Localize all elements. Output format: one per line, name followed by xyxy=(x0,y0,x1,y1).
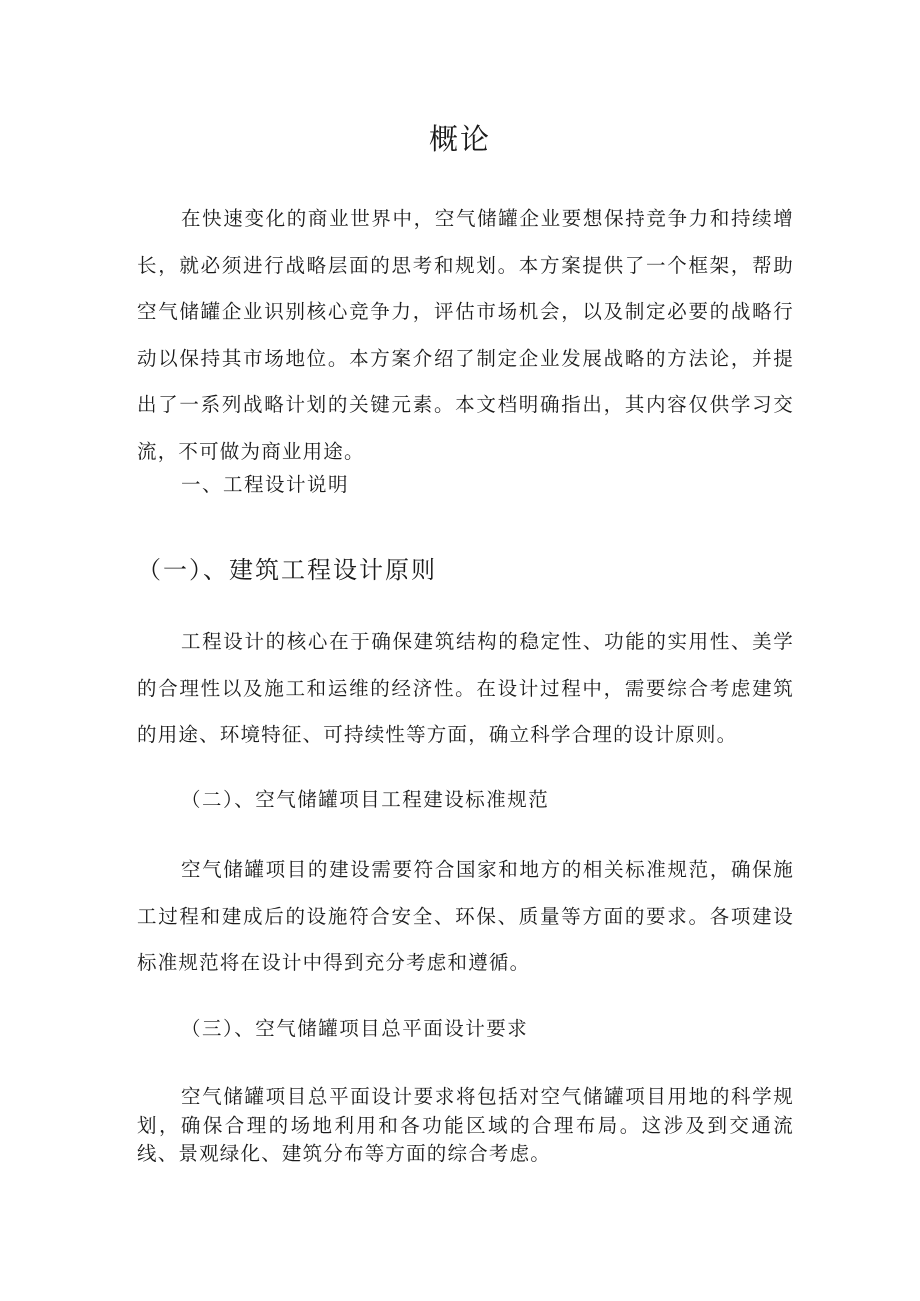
subsection-heading-1: （一）、建筑工程设计原则 xyxy=(137,556,437,584)
subsection-body-1: 工程设计的核心在于确保建筑结构的稳定性、功能的实用性、美学的合理性以及施工和运维的经济性。在设计过程中，需要综合考虑建筑的用途、环境特征、可持续性等方面，确立科学合理的设计原则。 xyxy=(137,630,794,747)
subsection-body-2: 空气储罐项目的建设需要符合国家和地方的相关标准规范，确保施工过程和建成后的设施符合安全、环保、质量等方面的要求。各项建设标准规范将在设计中得到充分考虑和遵循。 xyxy=(137,858,794,975)
intro-paragraph: 在快速变化的商业世界中，空气储罐企业要想保持竞争力和持续增长，就必须进行战略层面的思考和规划。本方案提供了一个框架，帮助空气储罐企业识别核心竞争力，评估市场机会，以及制定必要的战略行动以保持其市场地位。本方案介绍了制定企业发展战略的方法论，并提出了一系列战略计划的关键元素。本文档明确指出，其内容仅供学习交流，不可做为商业用途。 xyxy=(137,207,794,463)
page-title: 概论 xyxy=(428,122,491,156)
subsection-body-3: 空气储罐项目总平面设计要求将包括对空气储罐项目用地的科学规划，确保合理的场地利用和各功能区域的合理布局。这涉及到交通流线、景观绿化、建筑分布等方面的综合考虑。 xyxy=(137,1085,794,1165)
subsection-heading-3: （三）、空气储罐项目总平面设计要求 xyxy=(181,1017,529,1040)
section-heading: 一、工程设计说明 xyxy=(181,473,350,496)
subsection-heading-2: （二）、空气储罐项目工程建设标准规范 xyxy=(181,788,550,811)
